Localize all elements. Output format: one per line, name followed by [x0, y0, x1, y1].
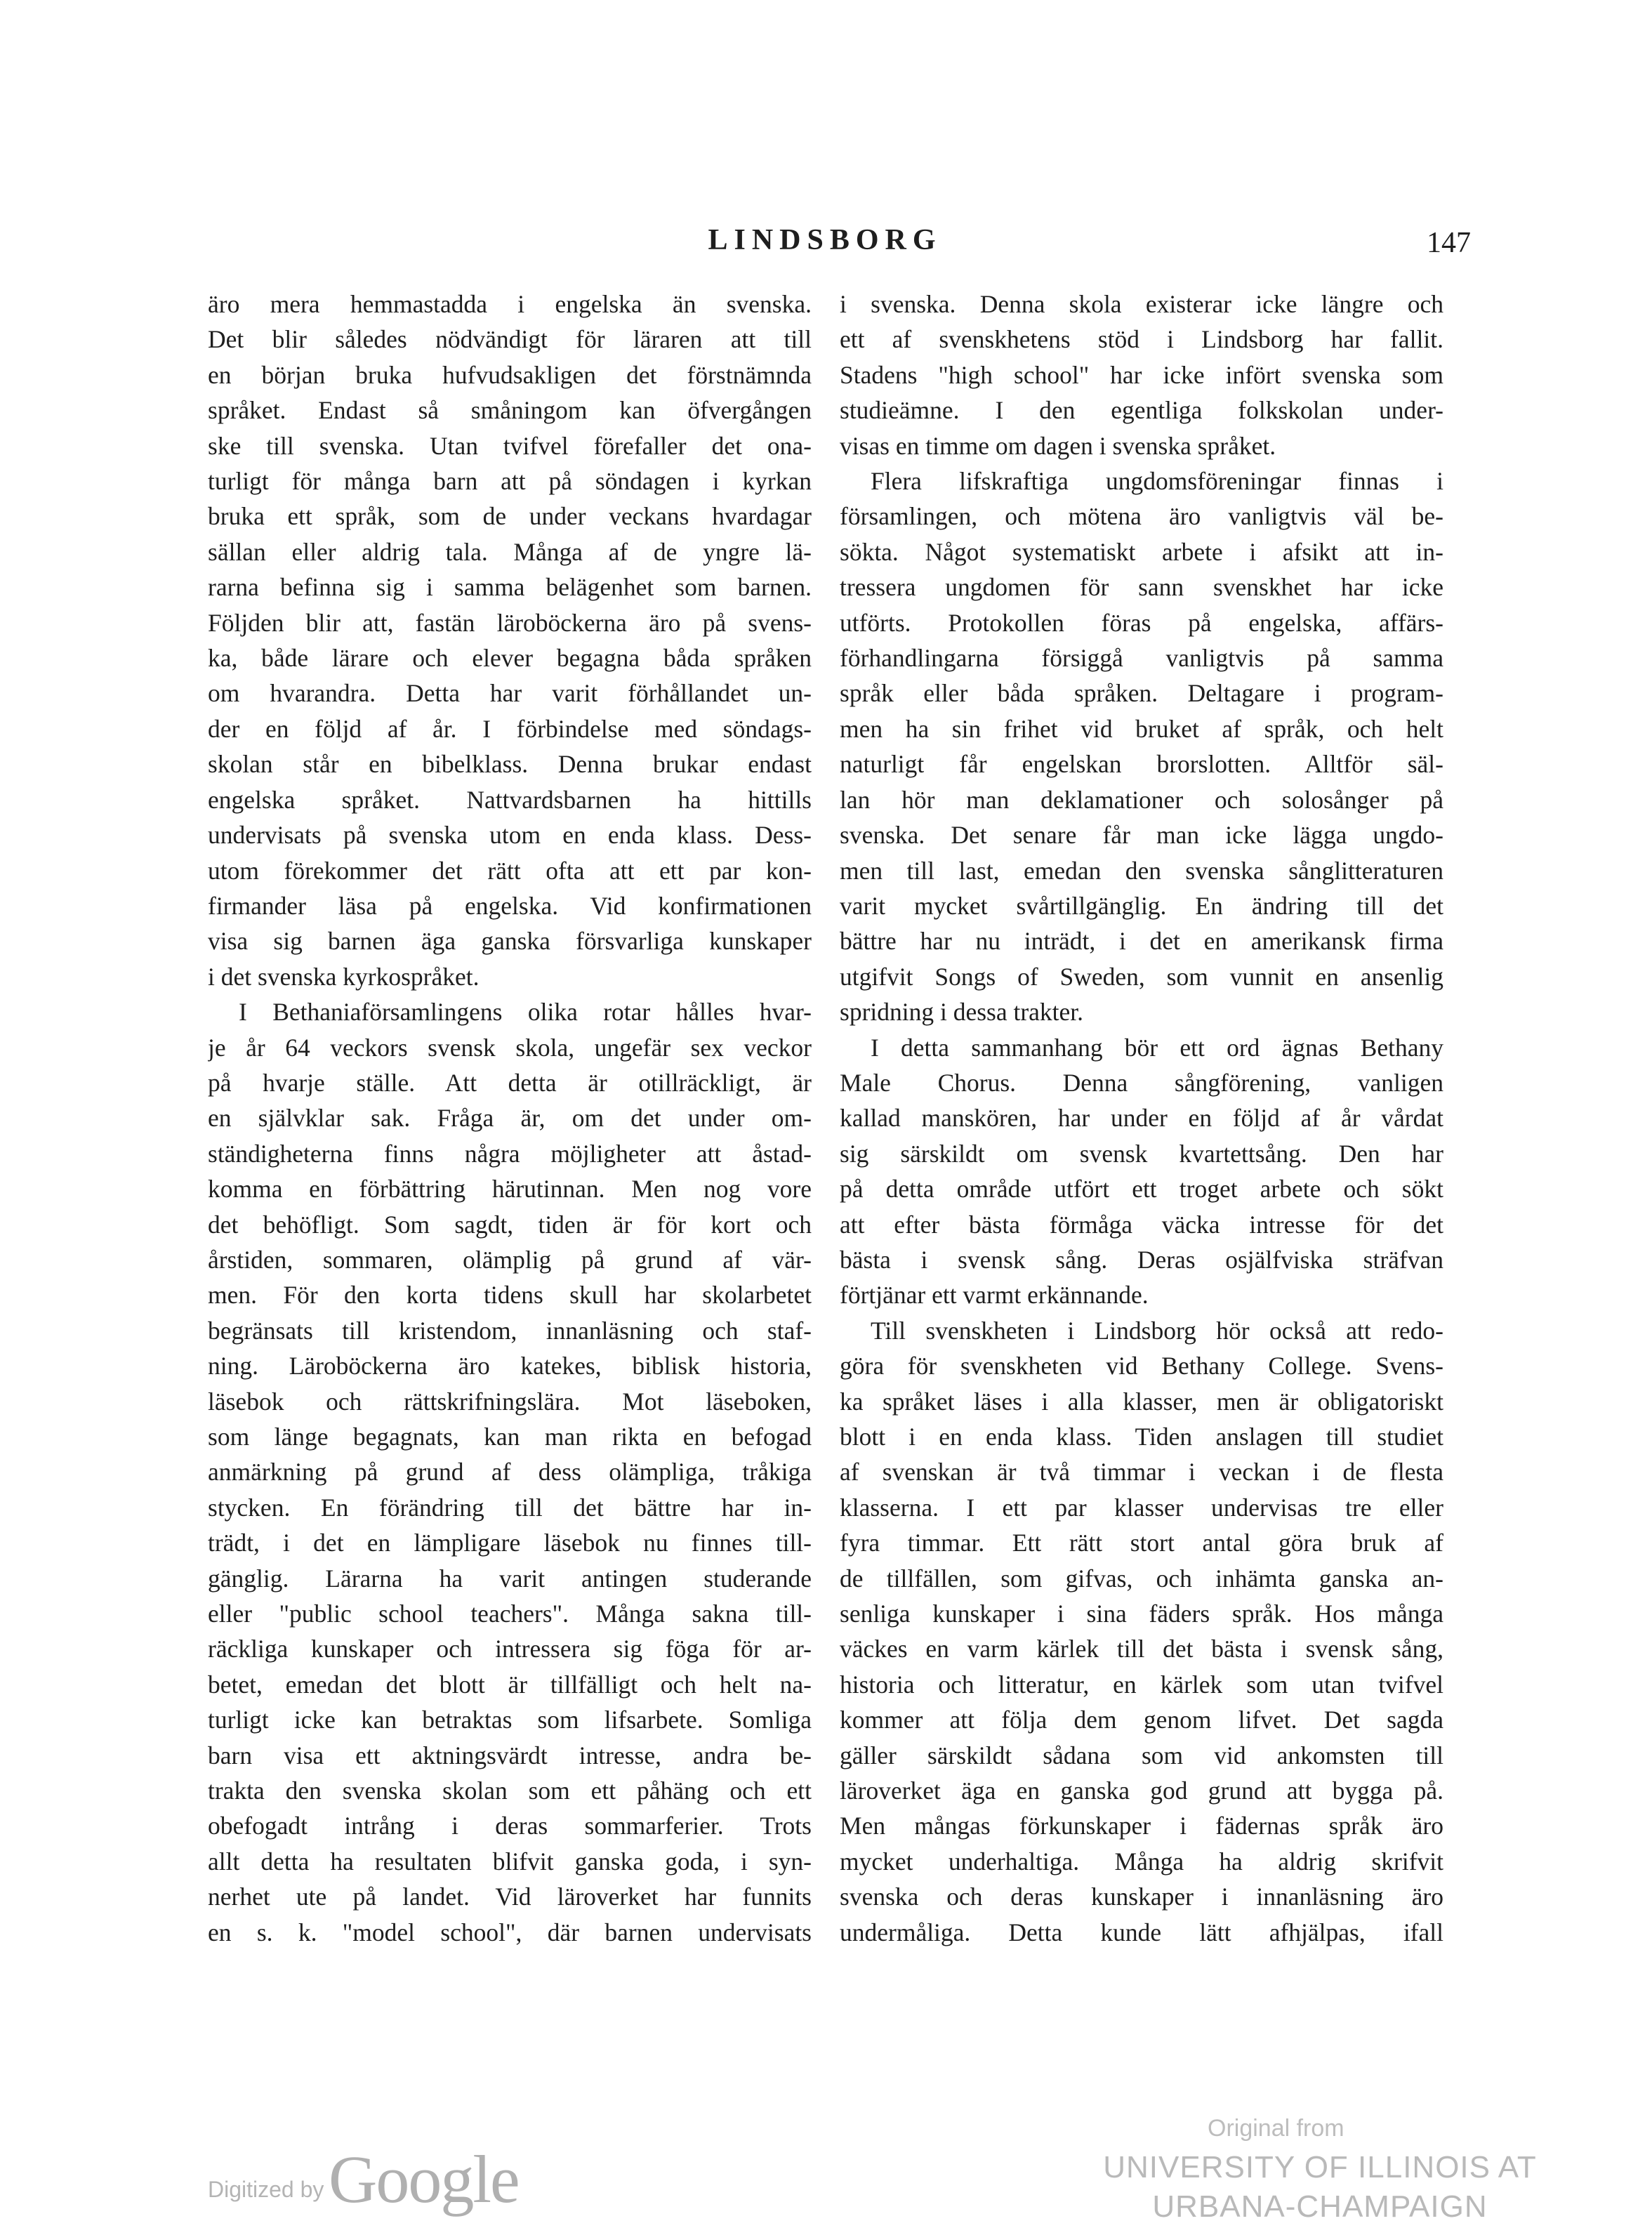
text-line: anmärkning på grund af dess olämpliga, tråkiga	[208, 1458, 812, 1487]
text-line: ständigheterna finns några möjligheter att åstad-	[208, 1139, 812, 1168]
text-line: engelska språket. Nattvardsbarnen ha hittills	[208, 785, 812, 814]
text-line: läroverket äga en ganska god grund att bygga på.	[840, 1777, 1443, 1805]
text-line: begränsats till kristendom, innanläsning och staf-	[208, 1316, 812, 1345]
text-line: sökta. Något systematiskt arbete i afsikt att in-	[840, 537, 1443, 566]
text-line: läsebok och rättskrifningslära. Mot läseboken,	[208, 1387, 812, 1416]
text-line: firmander läsa på engelska. Vid konfirmationen	[208, 891, 812, 920]
text-line: om hvarandra. Detta har varit förhållandet un-	[208, 679, 812, 708]
text-line: språket. Endast så småningom kan öfvergången	[208, 396, 812, 425]
text-line: i det svenska kyrkospråket.	[208, 962, 480, 991]
text-line: varit mycket svårtillgänglig. En ändring till det	[840, 891, 1443, 920]
text-line: gäller särskildt sådana som vid ankomsten till	[840, 1741, 1443, 1769]
text-line: Stadens "high school" har icke infört svenska som	[840, 360, 1443, 389]
text-line: Följden blir att, fastän läroböckerna äro på svens-	[208, 608, 812, 637]
text-line: I detta sammanhang bör ett ord ägnas Bethany	[871, 1033, 1443, 1062]
text-line: kallad manskören, har under en följd af år vårdat	[840, 1104, 1443, 1133]
text-line: eller "public school teachers". Många sakna till-	[208, 1600, 812, 1628]
text-line: en s. k. "model school", där barnen undervisats	[208, 1918, 812, 1946]
text-line: ning. Läroböckerna äro katekes, biblisk historia,	[208, 1352, 812, 1380]
text-line: I Bethaniaförsamlingens olika rotar hålles hvar-	[239, 998, 812, 1027]
text-line: skolan står en bibelklass. Denna brukar endast	[208, 750, 812, 779]
text-line: mycket underhaltiga. Många ha aldrig skrifvit	[840, 1847, 1443, 1876]
page-number: 147	[1427, 227, 1471, 259]
text-line: sällan eller aldrig tala. Många af de yngre lä-	[208, 537, 812, 566]
text-line: visas en timme om dagen i svenska språket.	[840, 431, 1276, 460]
text-line: kommer att följa dem genom lifvet. Det sagda	[840, 1706, 1443, 1734]
text-line: sig särskildt om svensk kvartettsång. Den har	[840, 1139, 1443, 1168]
text-line: årstiden, sommaren, olämplig på grund af vär-	[208, 1245, 812, 1274]
text-line: som länge begagnats, kan man rikta en befogad	[208, 1423, 812, 1451]
text-line: på detta område utfört ett troget arbete och sökt	[840, 1175, 1443, 1204]
text-line: af svenskan är två timmar i veckan i de flesta	[840, 1458, 1443, 1487]
text-line: en självklar sak. Fråga är, om det under om-	[208, 1104, 812, 1133]
text-line: visa sig barnen äga ganska försvarliga kunskaper	[208, 927, 812, 956]
text-line: blott i en enda klass. Tiden anslagen till studiet	[840, 1423, 1443, 1451]
text-line: utförts. Protokollen föras på engelska, affärs-	[840, 608, 1443, 637]
text-line: församlingen, och mötena äro vanligtvis väl be-	[840, 502, 1443, 531]
text-line: lan hör man deklamationer och solosånger på	[840, 785, 1443, 814]
text-line: göra för svenskheten vid Bethany College. Svens-	[840, 1352, 1443, 1380]
text-line: ka, både lärare och elever begagna båda språken	[208, 644, 812, 673]
text-line: äro mera hemmastadda i engelska än svenska.	[208, 290, 812, 318]
text-line: stycken. En förändring till det bättre har in-	[208, 1493, 812, 1522]
text-line: undermåliga. Detta kunde lätt afhjälpas, ifall	[840, 1918, 1443, 1946]
text-line: studieämne. I den egentliga folkskolan under-	[840, 396, 1443, 425]
text-line: Det blir således nödvändigt för läraren att till	[208, 325, 812, 354]
text-line: Men mångas förkunskaper i fädernas språk äro	[840, 1812, 1443, 1840]
text-line: fyra timmar. Ett rätt stort antal göra bruk af	[840, 1529, 1443, 1557]
text-line: språk eller båda språken. Deltagare i program-	[840, 679, 1443, 708]
text-line: naturligt får engelskan brorslotten. Alltför säl-	[840, 750, 1443, 779]
text-line: väckes en varm kärlek till det bästa i svensk sång,	[840, 1635, 1443, 1663]
left-text-column	[208, 286, 812, 1950]
text-line: men. För den korta tidens skull har skolarbetet	[208, 1281, 812, 1310]
text-line: trädt, i det en lämpligare läsebok nu finnes till-	[208, 1529, 812, 1557]
text-line: utom förekommer det rätt ofta att ett par kon-	[208, 856, 812, 885]
text-line: allt detta ha resultaten blifvit ganska goda, i syn-	[208, 1847, 812, 1876]
text-line: bättre har nu inträdt, i det en amerikansk firma	[840, 927, 1443, 956]
text-line: bruka ett språk, som de under veckans hvardagar	[208, 502, 812, 531]
text-line: gänglig. Lärarna ha varit antingen studerande	[208, 1564, 812, 1593]
text-line: utgifvit Songs of Sweden, som vunnit en ansenlig	[840, 962, 1443, 991]
text-line: en början bruka hufvudsakligen det förstnämnda	[208, 360, 812, 389]
text-line: ett af svenskhetens stöd i Lindsborg har fallit.	[840, 325, 1443, 354]
text-line: svenska och deras kunskaper i innanläsning äro	[840, 1883, 1443, 1911]
text-line: men ha sin frihet vid bruket af språk, och helt	[840, 714, 1443, 743]
text-line: je år 64 veckors svensk skola, ungefär sex veckor	[208, 1033, 812, 1062]
text-line: bästa i svensk sång. Deras osjälfviska sträfvan	[840, 1245, 1443, 1274]
text-line: obefogadt intrång i deras sommarferier. Trots	[208, 1812, 812, 1840]
running-title: LINDSBORG	[708, 224, 942, 256]
text-line: ka språket läses i alla klasser, men är obligatoriskt	[840, 1387, 1443, 1416]
text-line: turligt icke kan betraktas som lifsarbete. Somliga	[208, 1706, 812, 1734]
right-text-column	[840, 286, 1443, 1950]
text-line: ske till svenska. Utan tvifvel förefaller det ona-	[208, 431, 812, 460]
text-line: men till last, emedan den svenska sånglitteraturen	[840, 856, 1443, 885]
text-line: nerhet ute på landet. Vid läroverket har funnits	[208, 1883, 812, 1911]
text-line: de tillfällen, som gifvas, och inhämta ganska an-	[840, 1564, 1443, 1593]
text-line: Till svenskheten i Lindsborg hör också att redo-	[871, 1316, 1443, 1345]
text-line: Male Chorus. Denna sångförening, vanligen	[840, 1068, 1443, 1097]
text-line: komma en förbättring härutinnan. Men nog vore	[208, 1175, 812, 1204]
text-line: rarna befinna sig i samma belägenhet som barnen.	[208, 573, 812, 602]
text-line: tressera ungdomen för sann svenskhet har icke	[840, 573, 1443, 602]
text-line: det behöfligt. Som sagdt, tiden är för kort och	[208, 1210, 812, 1239]
text-line: historia och litteratur, en kärlek som utan tvifvel	[840, 1670, 1443, 1699]
text-line: i svenska. Denna skola existerar icke längre och	[840, 290, 1443, 318]
institution-name-line2: URBANA-CHAMPAIGN	[1152, 2189, 1488, 2224]
text-line: betet, emedan det blott är tillfälligt och helt na-	[208, 1670, 812, 1699]
digitized-by-label: Digitized by	[208, 2177, 324, 2202]
original-from-label: Original from	[1208, 2115, 1344, 2142]
text-line: spridning i dessa trakter.	[840, 998, 1084, 1027]
text-line: senliga kunskaper i sina fäders språk. Hos många	[840, 1600, 1443, 1628]
text-line: förtjänar ett varmt erkännande.	[840, 1281, 1149, 1310]
text-line: räckliga kunskaper och intressera sig föga för ar-	[208, 1635, 812, 1663]
text-line: klasserna. I ett par klasser undervisas tre eller	[840, 1493, 1443, 1522]
institution-name-line1: UNIVERSITY OF ILLINOIS AT	[1103, 2150, 1537, 2184]
text-line: barn visa ett aktningsvärdt intresse, andra be-	[208, 1741, 812, 1769]
text-line: undervisats på svenska utom en enda klass. Dess-	[208, 821, 812, 850]
text-line: att efter bästa förmåga väcka intresse för det	[840, 1210, 1443, 1239]
google-logo: Google	[329, 2142, 519, 2217]
text-line: svenska. Det senare får man icke lägga ungdo-	[840, 821, 1443, 850]
text-line: på hvarje ställe. Att detta är otillräckligt, är	[208, 1068, 812, 1097]
text-line: trakta den svenska skolan som ett påhäng och ett	[208, 1777, 812, 1805]
text-line: der en följd af år. I förbindelse med söndags-	[208, 714, 812, 743]
text-line: förhandlingarna försiggå vanligtvis på samma	[840, 644, 1443, 673]
text-line: Flera lifskraftiga ungdomsföreningar finnas i	[871, 467, 1443, 496]
text-line: turligt för många barn att på söndagen i kyrkan	[208, 467, 812, 496]
